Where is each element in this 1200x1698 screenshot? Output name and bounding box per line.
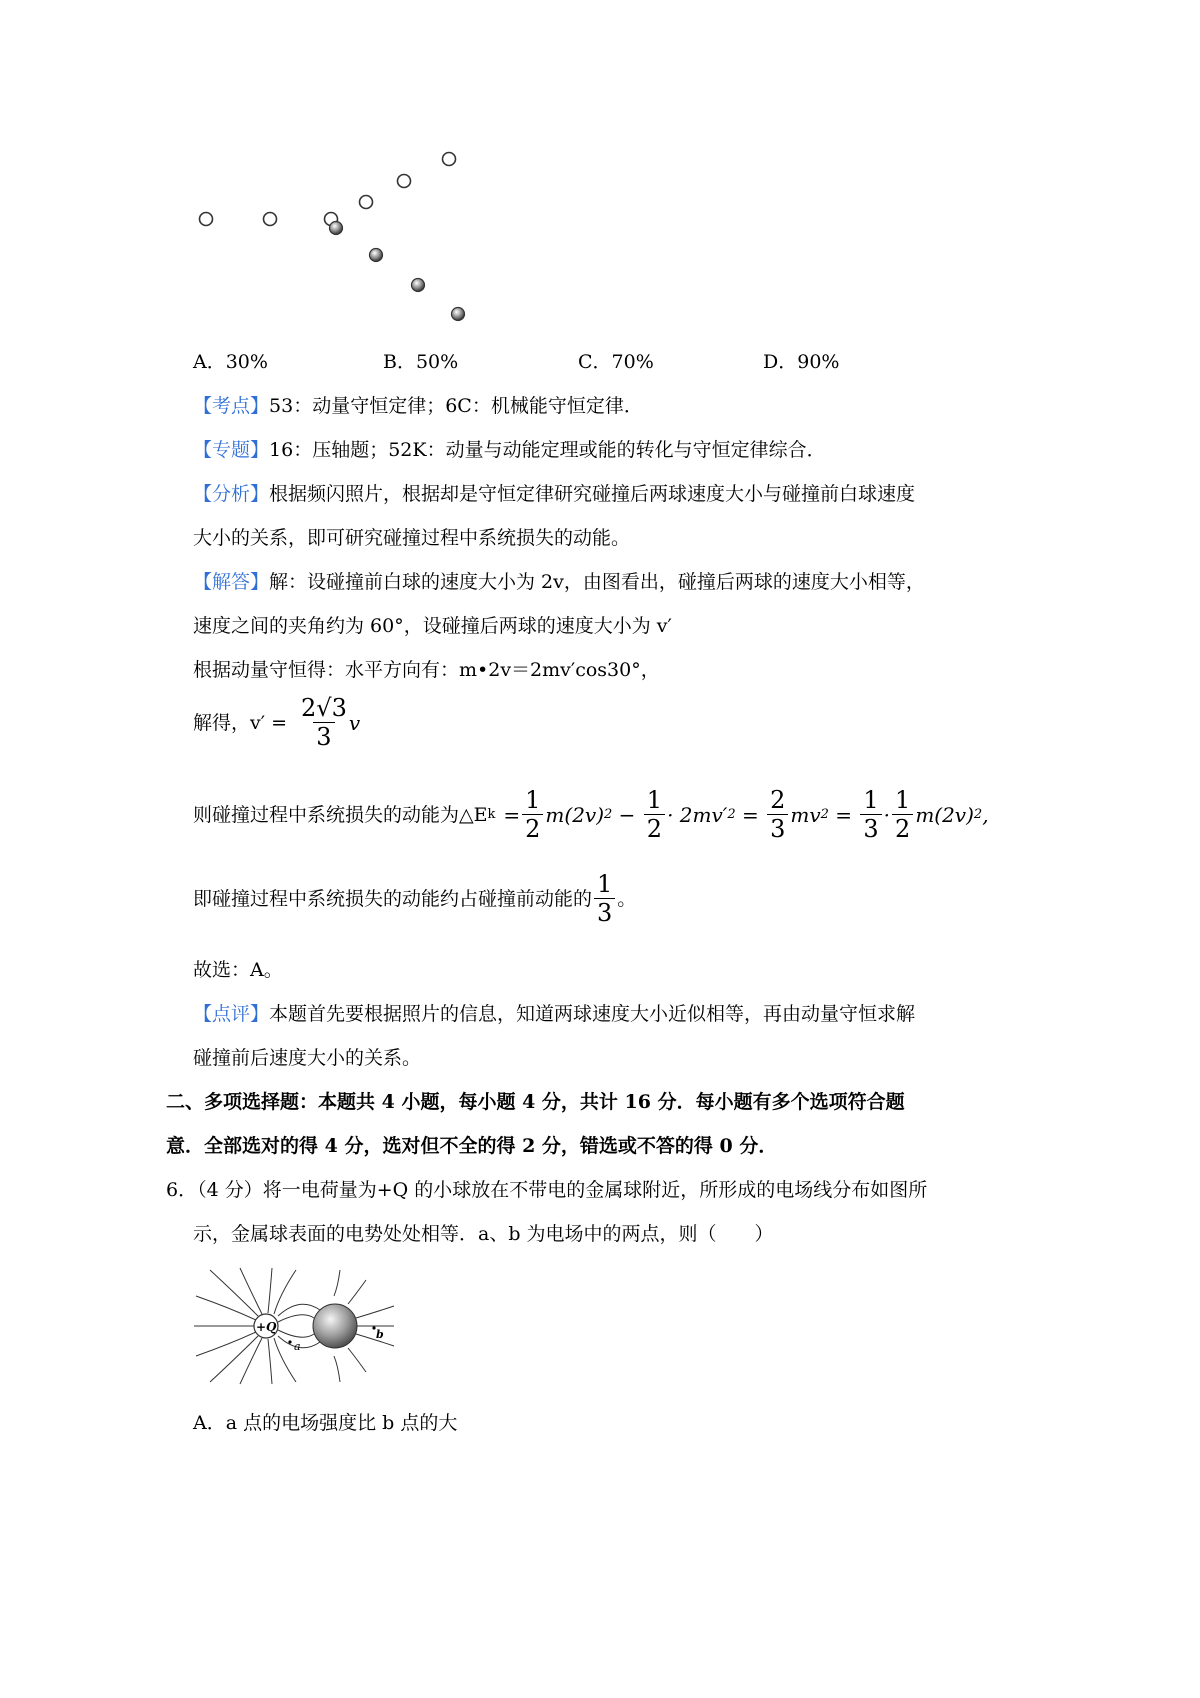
jieda-line2: 速度之间的夹角约为 60°，设碰撞后两球的速度大小为 v′ [193,615,672,637]
jieda-line3: 根据动量守恒得：水平方向有：m•2v＝2mv′cos30°， [193,659,660,681]
jieda-tag: 【解答】 [193,571,270,593]
white-ball-path [200,153,456,226]
charge-q-label: +Q [256,1320,277,1334]
metal-ball [313,1304,357,1348]
kaodian-line [193,394,643,418]
jieda-line5-prefix: 则碰撞过程中系统损失的动能为△E [193,803,488,826]
q6-line1: 6．（4 分）将一电荷量为+Q 的小球放在不带电的金属球附近，所形成的电场线分布如图所 [166,1179,928,1201]
option-c[interactable]: C．70% [578,351,654,373]
v-prime-numerator: 2√3 [301,694,347,722]
fenxi-tag: 【分析】 [193,483,270,505]
jieda-line1 [193,570,925,594]
option-d[interactable]: D．90% [763,351,840,373]
q6-option-a[interactable]: A．a 点的电场强度比 b 点的大 [193,1412,458,1434]
jieda-line6-prefix: 即碰撞过程中系统损失的动能约占碰撞前动能的 [193,887,593,910]
dianping-line2: 碰撞前后速度大小的关系。 [193,1047,422,1069]
zhuanti-text: 16：压轴题；52K：动量与动能定理或能的转化与守恒定律综合． [269,439,826,461]
jieda-line7: 故选：A。 [193,959,283,981]
ratio-denominator: 3 [594,898,615,927]
zhuanti-line [193,438,826,462]
fenxi-line1 [193,482,915,506]
section2-line2: 意．全部选对的得 4 分，选对但不全的得 2 分，错选或不答的得 0 分． [166,1135,778,1157]
zhuanti-tag: 【专题】 [193,439,270,461]
v-prime-fraction [301,694,347,751]
q6-line2: 示，金属球表面的电势处处相等．a、b 为电场中的两点，则（ ） [193,1223,774,1245]
kaodian-tag: 【考点】 [193,395,270,417]
dianping-line1 [193,1002,915,1026]
fenxi-line2: 大小的关系，即可研究碰撞过程中系统损失的动能。 [193,527,631,549]
jieda-line6 [193,870,636,927]
jieda-line4-prefix: 解得，v′ = [193,711,288,734]
section2-line1: 二、多项选择题：本题共 4 小题，每小题 4 分，共计 16 分．每小题有多个选项符合题 [166,1091,905,1113]
fenxi-text1: 根据频闪照片，根据却是守恒定律研究碰撞后两球速度大小与碰撞前白球速度 [269,483,916,505]
point-a-label: a [294,1340,301,1353]
dianping-tag: 【点评】 [193,1003,270,1025]
electric-field-figure [190,1266,400,1386]
v-prime-variable: v [348,710,361,735]
v-prime-denominator: 3 [313,722,334,751]
ratio-fraction [594,870,615,927]
jieda-line5 [193,786,989,843]
jieda-line6-suffix: 。 [617,887,637,910]
colored-ball-path [330,222,465,321]
ratio-numerator: 1 [597,870,613,898]
collision-strobe-figure [180,140,520,340]
ek-subscript: k [487,806,496,822]
dianping-text1: 本题首先要根据照片的信息，知道两球速度大小近似相等，再由动量守恒求解 [269,1003,916,1025]
jieda-text1: 解：设碰撞前白球的速度大小为 2v，由图看出，碰撞后两球的速度大小相等， [269,571,925,593]
option-a[interactable]: A．30% [193,351,268,373]
kaodian-text: 53：动量守恒定律；6C：机械能守恒定律． [269,395,643,417]
energy-loss-formula: = $\frac{1}{2}$ m(2v) 2 − $\frac{1}{2}$ · 2mv′ 2 = $\frac{2}{3}$ mv 2 = $\frac{1}{3}$ · $\frac{1}{2}$ m(2v) 2 , [503,786,989,843]
jieda-line4 [193,694,360,751]
point-b-label: b [376,1328,384,1341]
option-b[interactable]: B．50% [383,351,459,373]
